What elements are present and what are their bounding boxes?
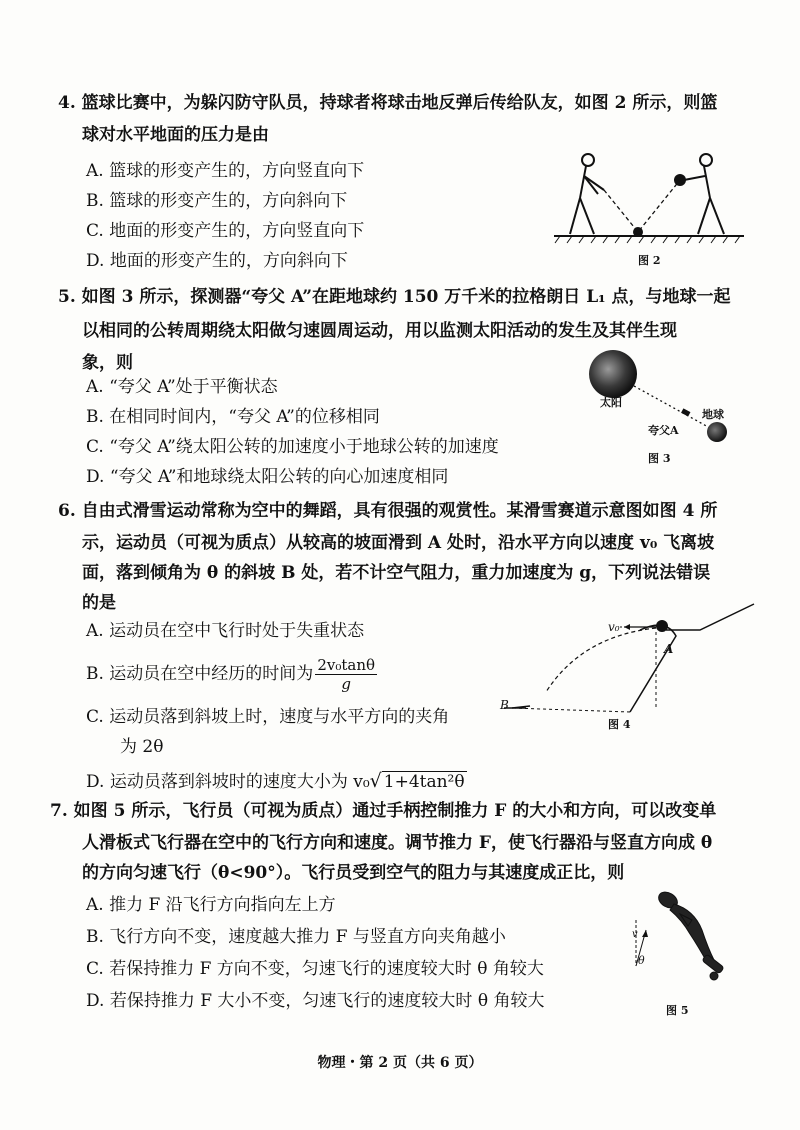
q5-stem-line1: 5. 如图 3 所示，探测器“夸父 A”在距地球约 150 万千米的拉格朗日 L₁ 点，与地球一起 xyxy=(58,287,731,307)
figure-3-label-sun: 太阳 xyxy=(600,396,622,409)
figure-5-caption: 图 5 xyxy=(666,1004,689,1017)
skier-icon xyxy=(656,620,668,632)
q7-stem-line1: 7. 如图 5 所示，飞行员（可视为质点）通过手柄控制推力 F 的大小和方向，可以改变单 xyxy=(50,801,717,821)
q7-stem-line3: 的方向匀速飞行（θ<90°）。飞行员受到空气的阻力与其速度成正比，则 xyxy=(82,863,625,883)
figure-3-label-probe: 夸父A xyxy=(648,424,679,437)
q7-option-a: A. 推力 F 沿飞行方向指向左上方 xyxy=(86,895,336,915)
probe-icon xyxy=(681,408,690,416)
figure-2-basketball xyxy=(550,150,750,246)
q4-option-d: D. 地面的形变产生的，方向斜向下 xyxy=(86,251,348,271)
q7-stem-line2: 人滑板式飞行器在空中的飞行方向和速度。调节推力 F，使飞行器沿与竖直方向成 θ xyxy=(82,833,713,853)
figure-4-label-b: B xyxy=(500,698,509,712)
fraction-numerator: 2v₀tanθ xyxy=(317,656,376,674)
q6-option-b-text: B. 运动员在空中经历的时间为 xyxy=(86,664,314,684)
q6-option-a: A. 运动员在空中飞行时处于失重状态 xyxy=(86,621,365,641)
pilot-icon xyxy=(656,889,724,980)
q6-option-c-line2: 为 2θ xyxy=(120,737,164,757)
q7-option-b: B. 飞行方向不变，速度越大推力 F 与竖直方向夹角越小 xyxy=(86,927,506,947)
q6-stem-line2: 示，运动员（可视为质点）从较高的坡面滑到 A 处时，沿水平方向以速度 v₀ 飞离坡 xyxy=(82,533,715,553)
q6-option-c-line1: C. 运动员落到斜坡上时，速度与水平方向的夹角 xyxy=(86,707,450,727)
q4-option-c: C. 地面的形变产生的，方向竖直向下 xyxy=(86,221,365,241)
figure-5-label-theta: θ xyxy=(638,954,645,967)
q4-stem-line1: 4. 篮球比赛中，为躲闪防守队员，持球者将球击地反弹后传给队友，如图 2 所示，则篮 xyxy=(58,93,718,113)
q4-option-b: B. 篮球的形变产生的，方向斜向下 xyxy=(86,191,348,211)
fraction-denominator: g xyxy=(341,675,351,693)
figure-3-caption: 图 3 xyxy=(648,452,671,465)
q5-stem-line3: 象，则 xyxy=(82,353,133,373)
figure-4-label-v0: v₀ xyxy=(608,620,620,634)
figure-4-ski-slope xyxy=(490,600,760,730)
q6-option-d: D. 运动员落到斜坡时的速度大小为 v₀√ 1+4tan²θ xyxy=(86,770,465,792)
q6-option-b xyxy=(86,656,377,693)
q6-option-d-sqrt: 1+4tan²θ xyxy=(383,772,465,792)
q4-stem-line2: 球对水平地面的压力是由 xyxy=(82,125,269,145)
q5-option-c: C. “夸父 A”绕太阳公转的加速度小于地球公转的加速度 xyxy=(86,437,499,457)
page-footer: 物理・第 2 页（共 6 页） xyxy=(317,1055,483,1071)
q5-stem-line2: 以相同的公转周期绕太阳做匀速圆周运动，用以监测太阳活动的发生及其伴生现 xyxy=(82,321,677,341)
q6-option-d-text: D. 运动员落到斜坡时的速度大小为 v₀ xyxy=(86,772,370,792)
q6-stem-line3: 面，落到倾角为 θ 的斜坡 B 处，若不计空气阻力，重力加速度为 g，下列说法错误 xyxy=(82,563,711,583)
figure-3-label-earth: 地球 xyxy=(702,408,724,421)
figure-4-caption: 图 4 xyxy=(608,718,631,731)
figure-2-caption: 图 2 xyxy=(638,254,661,267)
q6-stem-line1: 6. 自由式滑雪运动常称为空中的舞蹈，具有很强的观赏性。某滑雪赛道示意图如图 4 所 xyxy=(58,501,718,521)
q7-option-d: D. 若保持推力 F 大小不变，匀速飞行的速度较大时 θ 角较大 xyxy=(86,991,545,1011)
q6-stem-line4: 的是 xyxy=(82,593,116,613)
sun-icon xyxy=(589,350,637,398)
q5-option-b: B. 在相同时间内，“夸父 A”的位移相同 xyxy=(86,407,380,427)
q7-option-c: C. 若保持推力 F 方向不变，匀速飞行的速度较大时 θ 角较大 xyxy=(86,959,544,979)
figure-4-label-a: A xyxy=(664,642,674,656)
q6-option-b-fraction xyxy=(315,656,377,693)
q5-option-a: A. “夸父 A”处于平衡状态 xyxy=(86,377,278,397)
figure-5-label-v: v xyxy=(632,929,638,940)
q5-option-d: D. “夸父 A”和地球绕太阳公转的向心加速度相同 xyxy=(86,467,449,487)
q4-option-a: A. 篮球的形变产生的，方向竖直向下 xyxy=(86,161,365,181)
